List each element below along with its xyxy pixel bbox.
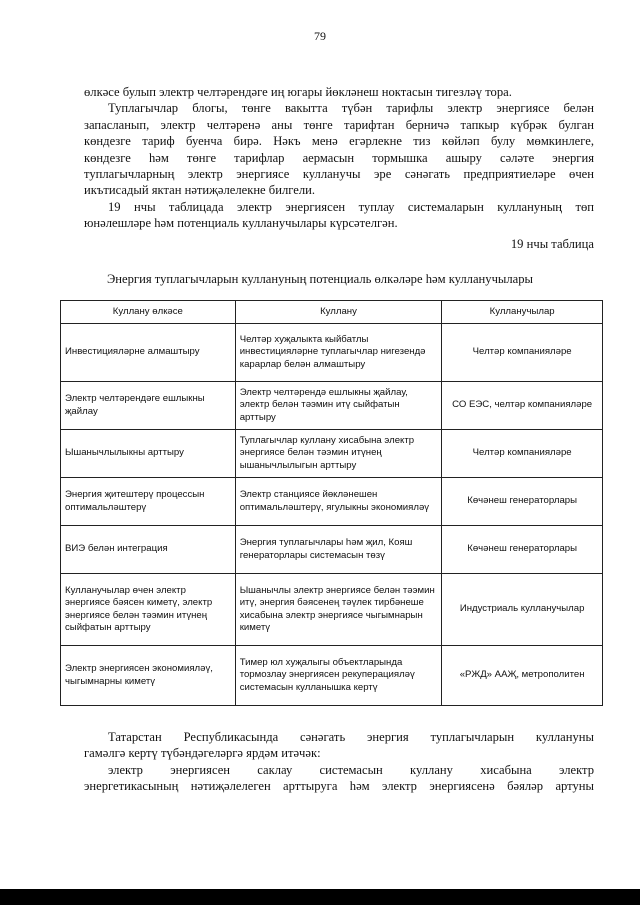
text-line: электр энергиясен саклау системасын куллану хисабына электр xyxy=(108,762,594,777)
table-row xyxy=(61,324,603,382)
text-line: 19 нчы таблицада электр энергиясен туплау системаларын куллануның төп xyxy=(108,199,594,214)
header-usage: Куллану xyxy=(235,301,442,324)
cell-usage: Электр челтәрендә ешлыкны җайлау, электр белән тәэмин итү сыйфатын арттыру xyxy=(235,382,442,430)
text-line: энергетикасының нәтиҗәлелеген арттыруга һәм электр энергиясенә бәяләр артуны xyxy=(84,779,594,794)
cell-usage: Энергия туплагычлары һәм җил, Кояш генераторлары системасын төзү xyxy=(235,526,442,574)
cell-area: Энергия җитештерү процессын оптимальләштерү xyxy=(61,478,236,526)
text-line: юнәлешләре һәм потенциаль кулланучылары күрсәтелгән. xyxy=(84,216,398,231)
text-line: Туплагычлар блогы, төнге вакытта түбән тарифлы электр энергиясе белән xyxy=(108,101,594,116)
text-line: өлкәсе булып электр челтәрендәге иң югары йөкләнеш ноктасын тигезләү тора. xyxy=(84,85,512,99)
cell-area: Кулланучылар өчен электр энергиясе бәясен киметү, электр энергиясе белән тәэмин итүнең сыйфатын арттыру xyxy=(61,574,236,646)
text-line: гамәлгә кертү түбәндәгеләргә ярдәм итәчәк: xyxy=(84,746,321,761)
text-line: көндезге тариф буенча бирә. Нәкъ менә егәрлекне тиз көйләп булу мөмкинлеге, xyxy=(84,134,594,149)
cell-usage: Электр станциясе йөкләнешен оптимальләштерү, ягулыкны экономияләү xyxy=(235,478,442,526)
cell-consumers: «РЖД» ААҖ, метрополитен xyxy=(442,646,603,706)
table-row xyxy=(61,478,603,526)
cell-consumers: СО ЕЭС, челтәр компанияләре xyxy=(442,382,603,430)
header-consumers: Кулланучылар xyxy=(442,301,603,324)
outro-text xyxy=(84,729,594,795)
cell-consumers: Көчәнеш генераторлары xyxy=(442,526,603,574)
cell-area: Электр энергиясен экономияләү, чыгымнарны киметү xyxy=(61,646,236,706)
table-header-row xyxy=(61,301,603,324)
table-label: 19 нчы таблица xyxy=(510,237,594,251)
scan-border-bar xyxy=(0,889,640,905)
usage-table xyxy=(60,300,603,706)
cell-usage: Челтәр хуҗалыкта кыйбатлы инвестицияләрне туплагычлар нигезендә карарлар белән алмаштыру xyxy=(235,324,442,382)
text-line: икътисадый яктан нәтиҗәлелекне билгели. xyxy=(84,183,315,198)
cell-usage: Туплагычлар куллану хисабына электр энергиясе белән тәэмин итүнең ышанычлылыгын арттыру xyxy=(235,430,442,478)
table-title: Энергия туплагычларын куллануның потенциаль өлкәләре һәм кулланучылары xyxy=(106,272,534,286)
cell-usage: Ышанычлы электр энергиясе белән тәэмин итү, энергия бәясенең тәүлек тирбәнеше хисабына электр энергиясе чыгымнарын киметү xyxy=(235,574,442,646)
cell-area: Ышанычлылыкны арттыру xyxy=(61,430,236,478)
text-line: көндезге һәм төнге тарифлар аермасын тормышка ашыру сәләте энергия xyxy=(84,150,594,165)
cell-area: ВИЭ белән интеграция xyxy=(61,526,236,574)
cell-consumers: Челтәр компанияләре xyxy=(442,324,603,382)
page-number: 79 xyxy=(314,29,326,43)
header-area: Куллану өлкәсе xyxy=(61,301,236,324)
cell-consumers: Көчәнеш генераторлары xyxy=(442,478,603,526)
text-line: туплагычларның электр энергиясе кулланучы эре сәнәгать предприятиеләре өчен xyxy=(84,167,594,182)
cell-area: Инвестицияләрне алмаштыру xyxy=(61,324,236,382)
table-row xyxy=(61,646,603,706)
table-row xyxy=(61,526,603,574)
cell-usage: Тимер юл хуҗалыгы объектларында тормозлау энергиясен рекуперацияләү системасын кулланышка кертү xyxy=(235,646,442,706)
table-row xyxy=(61,430,603,478)
table-row xyxy=(61,574,603,646)
table-row xyxy=(61,382,603,430)
cell-area: Электр челтәрендәге ешлыкны җайлау xyxy=(61,382,236,430)
cell-consumers: Индустриаль кулланучылар xyxy=(442,574,603,646)
cell-consumers: Челтәр компанияләре xyxy=(442,430,603,478)
text-line: запасланып, электр челтәренә аны төнге тарифтан берничә тапкыр күбрәк булган xyxy=(84,117,594,132)
text-line: Татарстан Республикасында сәнәгать энергия туплагычларын куллануны xyxy=(108,730,594,744)
intro-text xyxy=(84,84,594,232)
